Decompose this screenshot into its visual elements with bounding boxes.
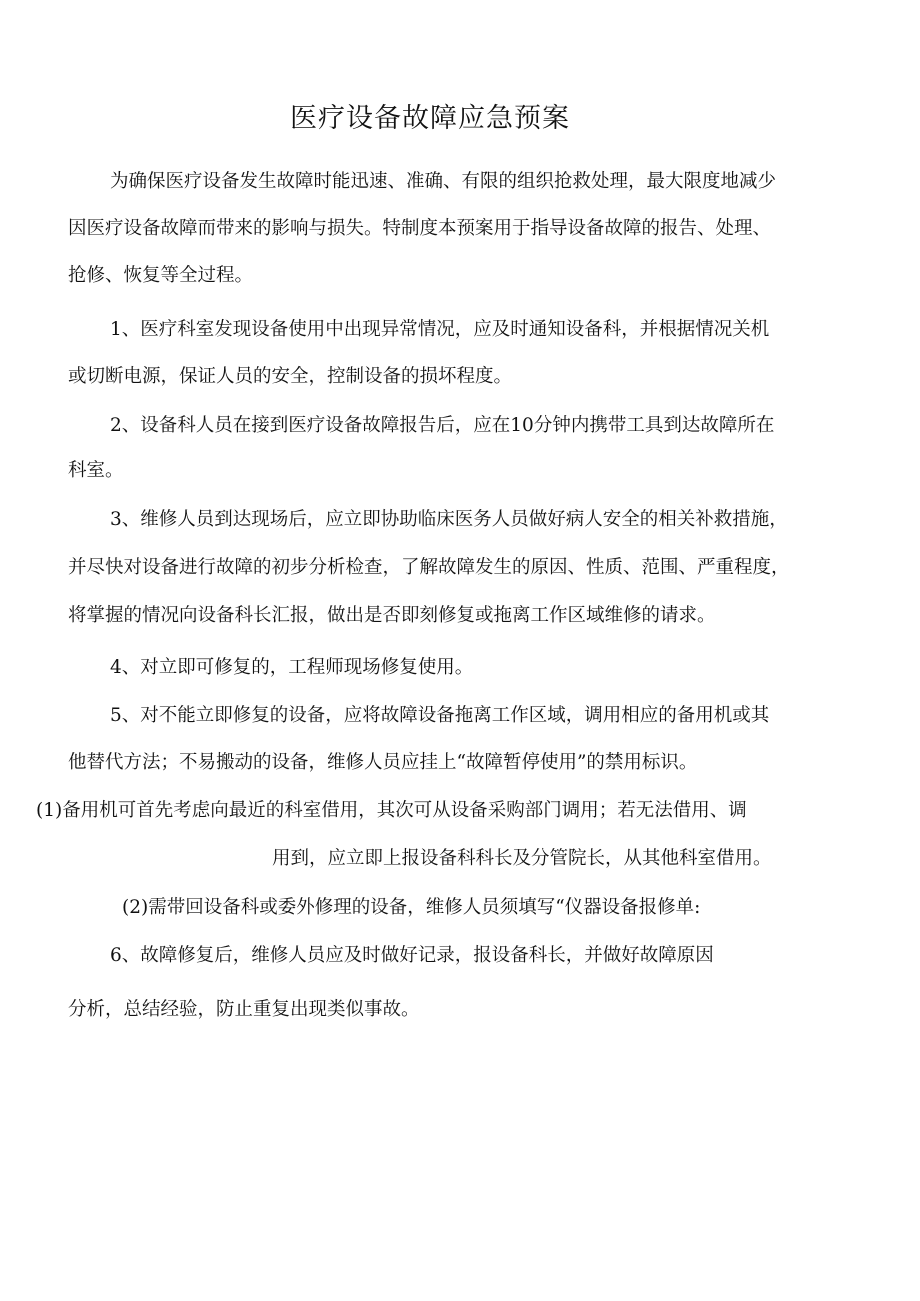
paragraph-line: 科室。 [68,460,124,481]
paragraph-line: 3、维修人员到达现场后，应立即协助临床医务人员做好病人安全的相关补救措施， [110,509,788,530]
paragraph-line: 分析，总结经验，防止重复出现类似事故。 [68,999,420,1020]
paragraph-line: 或切断电源，保证人员的安全，控制设备的损坏程度。 [68,366,513,387]
paragraph-line: (1)备用机可首先考虑向最近的科室借用，其次可从设备采购部门调用；若无法借用、调 [36,800,747,821]
paragraph-line: 将掌握的情况向设备科长汇报，做出是否即刻修复或拖离工作区域维修的请求。 [68,605,716,626]
paragraph-line: 5、对不能立即修复的设备，应将故障设备拖离工作区域，调用相应的备用机或其 [110,705,770,726]
paragraph-line: 抢修、恢复等全过程。 [68,265,254,286]
paragraph-line: 1、医疗科室发现设备使用中出现异常情况，应及时通知设备科，并根据情况关机 [110,319,770,340]
paragraph-line: (2)需带回设备科或委外修理的设备，维修人员须填写“仪器设备报修单: [122,897,701,918]
paragraph-line: 用到，应立即上报设备科科长及分管院长，从其他科室借用。 [272,848,772,869]
paragraph-line: 4、对立即可修复的，工程师现场修复使用。 [110,657,474,678]
document-title: 医疗设备故障应急预案 [290,103,570,134]
paragraph-line: 2、设备科人员在接到医疗设备故障报告后，应在10分钟内携带工具到达故障所在 [110,415,775,436]
paragraph-line: 6、故障修复后，维修人员应及时做好记录，报设备科长，并做好故障原因 [110,945,714,966]
paragraph-line: 为确保医疗设备发生故障时能迅速、准确、有限的组织抢救处理，最大限度地减少 [110,171,777,192]
paragraph-line: 他替代方法；不易搬动的设备，维修人员应挂上“故障暂停使用”的禁用标识。 [68,752,698,773]
paragraph-line: 并尽快对设备进行故障的初步分析检查，了解故障发生的原因、性质、范围、严重程度， [68,557,790,578]
paragraph-line: 因医疗设备故障而带来的影响与损失。特制度本预案用于指导设备故障的报告、处理、 [68,218,772,239]
